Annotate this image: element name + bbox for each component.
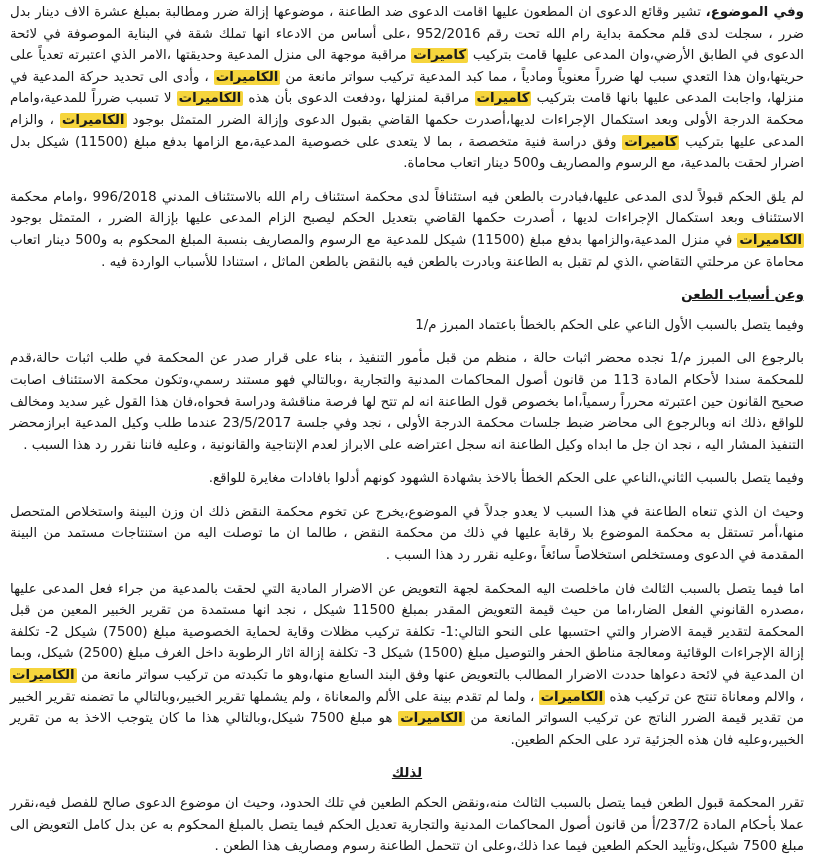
- third-ground-paragraph: اما فيما يتصل بالسبب الثالث فان ماخلصت اليه المحكمة لجهة التعويض عن الاضرار المادية التي لحقت بالمدعية من جراء فعل المدعى عليها ،مصدره القانوني الفعل الضار،اما من حيث قيمة التعويض المقدر بمبلغ 11500 شيكل ، نجد انها مستمدة من تقرير الخبير المعين من قبل المحكمة لتقدير قيمة الاضرار والتي احتسبها على النحو التالي:1- تكلفة تركيب مظلات وقاية لحماية الخصوصية مبلغ (7500) شيكل 2- تكلفة إزالة الإجراءات الوقائية ومعالجة مناطق الحفر والتوصيل مبلغ (1500) شيكل 3- تكلفة إزالة اثار الرطوبة داخل الغرف مبلغ (2500) شيكل، وبما ان المدعية في لائحة دعواها حددت الاضرار المطالب بالتعويض عنها وفق البند السابع منها،وهو ما تكبدته من تركيب سواتر مانعة من الكاميرات ، والالم ومعاناة تنتج عن تركيب هذه الكاميرات ، ولما لم تقدم بينة على الألم والمعاناة ، ولم يشملها تقرير الخبير،وبالتالي ما تضمنه تقرير الخبير من تقدير قيمة الضرر الناتج عن تركيب السواتر المانعة من الكاميرات هو مبلغ 7500 شيكل،وبالتالي هذا ما كان يتوجب الاخذ به من تقرير الخبير،وعليه فان هذه الجزئية ترد على الحكم الطعين.: [10, 581, 805, 748]
- search-highlight: الكاميرات: [12, 668, 75, 684]
- therefore-heading: لذلك: [391, 766, 423, 782]
- search-highlight: الكاميرات: [61, 112, 125, 128]
- search-highlight: الكاميرات: [215, 69, 279, 85]
- search-highlight: الكاميرات: [400, 711, 463, 727]
- search-highlight: كاميرات: [413, 48, 467, 64]
- second-ground-paragraph: وحيث ان الذي تنعاه الطاعنة في هذا السبب لا يعدو جدلاً في الموضوع،يخرج عن تخوم محكمة النقض ذلك ان وزن البينة واستخلاص المتحصل منها،أمر تستقل به محكمة الموضوع بلا رقابة عليها في ذلك من محكمة النقض ، طالما ان ما توصلت اليه من استنتاجات مستمد من البينة المقدمة في الدعوى ومستخلص استخلاصاً سائغاً ،وعليه نقرر رد هذا السبب .: [10, 504, 804, 564]
- first-ground-paragraph: بالرجوع الى المبرز م/1 نجده محضر اثبات حالة ، منظم من قبل مأمور التنفيذ ، بناء على قرار صدر عن المحكمة في طلب اثبات حالة،قدم للمحكمة سندا لأحكام المادة 113 من قانون أصول المحاكمات المدنية والتجارية ،وبالتالي فهو مستند رسمي،وتكون محكمة الاستئناف اصابت صحيح القانون حين اعتبرته محرراً رسمياً،اما بخصوص قول الطاعنة انه لم تتح لها فرصة مناقشة ودراسة فحواه،فان هذا القول غير سديد ومخالف للواقع ،ذلك انه وبالرجوع الى محاضر ضبط جلسات محكمة الدرجة الأولى ، نجد وفي جلسة 23/5/2017 عندما طلب وكيل المدعية ابرازمحضر التنفيذ المشار اليه ، نجد ان جل ما ابداه وكيل الطاعنة انه سجل اعتراضه على الابراز لعدم الإنتاجية والقانونية ، وعليه فاننا نقرر رد هذا السبب .: [10, 351, 805, 453]
- search-highlight: الكاميرات: [178, 91, 242, 107]
- search-highlight: الكاميرات: [540, 689, 604, 705]
- grounds-heading: وعن أسباب الطعن: [681, 288, 804, 304]
- facts-lead: وفي الموضوع،: [705, 5, 804, 20]
- ruling-paragraph: تقرر المحكمة قبول الطعن فيما يتصل بالسبب الثالث منه،ونقض الحكم الطعين في تلك الحدود، وحيث ان موضوع الدعوى صالح للفصل فيه،نقرر عملا بأحكام المادة 237/2/أ من قانون أصول المحاكمات المدنية والتجارية تعديل الحكم فيما يتصل بالمبلغ المحكوم به عن بدل كامل التعويض الى مبلغ 7500 شيكل،وتأييد الحكم الطعين فيما عدا ذلك،وعلى ان تتحمل الطاعنة رسوم ومصاريف هذا الطعن .: [10, 796, 804, 855]
- search-highlight: كاميرات: [624, 134, 678, 150]
- first-ground-title: وفيما يتصل بالسبب الأول الناعي على الحكم بالخطأ باعتماد المبرز م/1: [415, 317, 804, 333]
- search-highlight: كاميرات: [476, 91, 530, 107]
- second-ground-title: وفيما يتصل بالسبب الثاني،الناعي على الحكم الخطأ بالاخذ بشهادة الشهود كونهم أدلوا بافادات مغايرة للواقع.: [208, 471, 804, 487]
- search-highlight: الكاميرات: [739, 232, 802, 248]
- appeal-paragraph: لم يلق الحكم قبولاً لدى المدعى عليها،فبادرت بالطعن فيه استئنافاً لدى محكمة استئناف رام الله بالاستئناف المدني 996/2018 ،وامام محكمة الاستئناف وبعد استكمال الإجراءات لديها ، أصدرت حكمها القاضي بتعديل الحكم ليصبح الزام المدعى عليها بإزالة الضرر ، المتمثل بوجود الكاميرات في منزل المدعية،والزامها بدفع مبلغ (11500) شيكل للمدعية مع الرسوم والمصاريف بنسبة المبلغ المحكوم به و500 دينار اتعاب محاماة عن مرحلتي التقاضي ،الذي لم تقبل به الطاعنة وبادرت بالطعن فيه بالنقض بالطعن الماثل ، استنادا للأسباب الواردة فيه .: [10, 189, 804, 270]
- facts-paragraph: وفي الموضوع، تشير وقائع الدعوى ان المطعون عليها اقامت الدعوى ضد الطاعنة ، موضوعها إزالة ضرر ومطالبة بمبلغ عشرة الاف دينار بدل ضرر ، سجلت لدى قلم محكمة بداية رام الله تحت رقم 952/2016 ،على أساس من الادعاء انها تملك شقة في البناية الموصوفة في لائحة الدعوى في الطابق الأرضي،وان المدعى عليها قامت بتركيب كاميرات مراقبة موجهة الى منزل المدعية وحديقتها ،الامر الذي اعتبرته تعدياً على حريتها،وان هذا التعدي سبب لها ضرراً معنوياً ومادياً ، مما كبد المدعية تركيب سواتر مانعة من الكاميرات ، وأدى الى تحديد حركة المدعية في منزلها، واجابت المدعى عليها بانها قامت بتركيب كاميرات مراقبة لمنزلها ،ودفعت الدعوى بأن هذه الكاميرات لا تسبب ضرراً للمدعية،وامام محكمة الدرجة الأولى وبعد استكمال الإجراءات لديها،أصدرت حكمها القاضي بقبول الدعوى وإزالة الضرر المتمثل بوجود الكاميرات ، والزام المدعى عليها بتركيب كاميرات وفق دراسة فنية متخصصة ، بما لا يتعدى على خصوصية المدعية،مع الزامها بدفع مبلغ (11500) شيكل بدل اضرار لحقت بالمدعية، مع الرسوم والمصاريف و500 دينار اتعاب محاماة.: [10, 5, 805, 172]
